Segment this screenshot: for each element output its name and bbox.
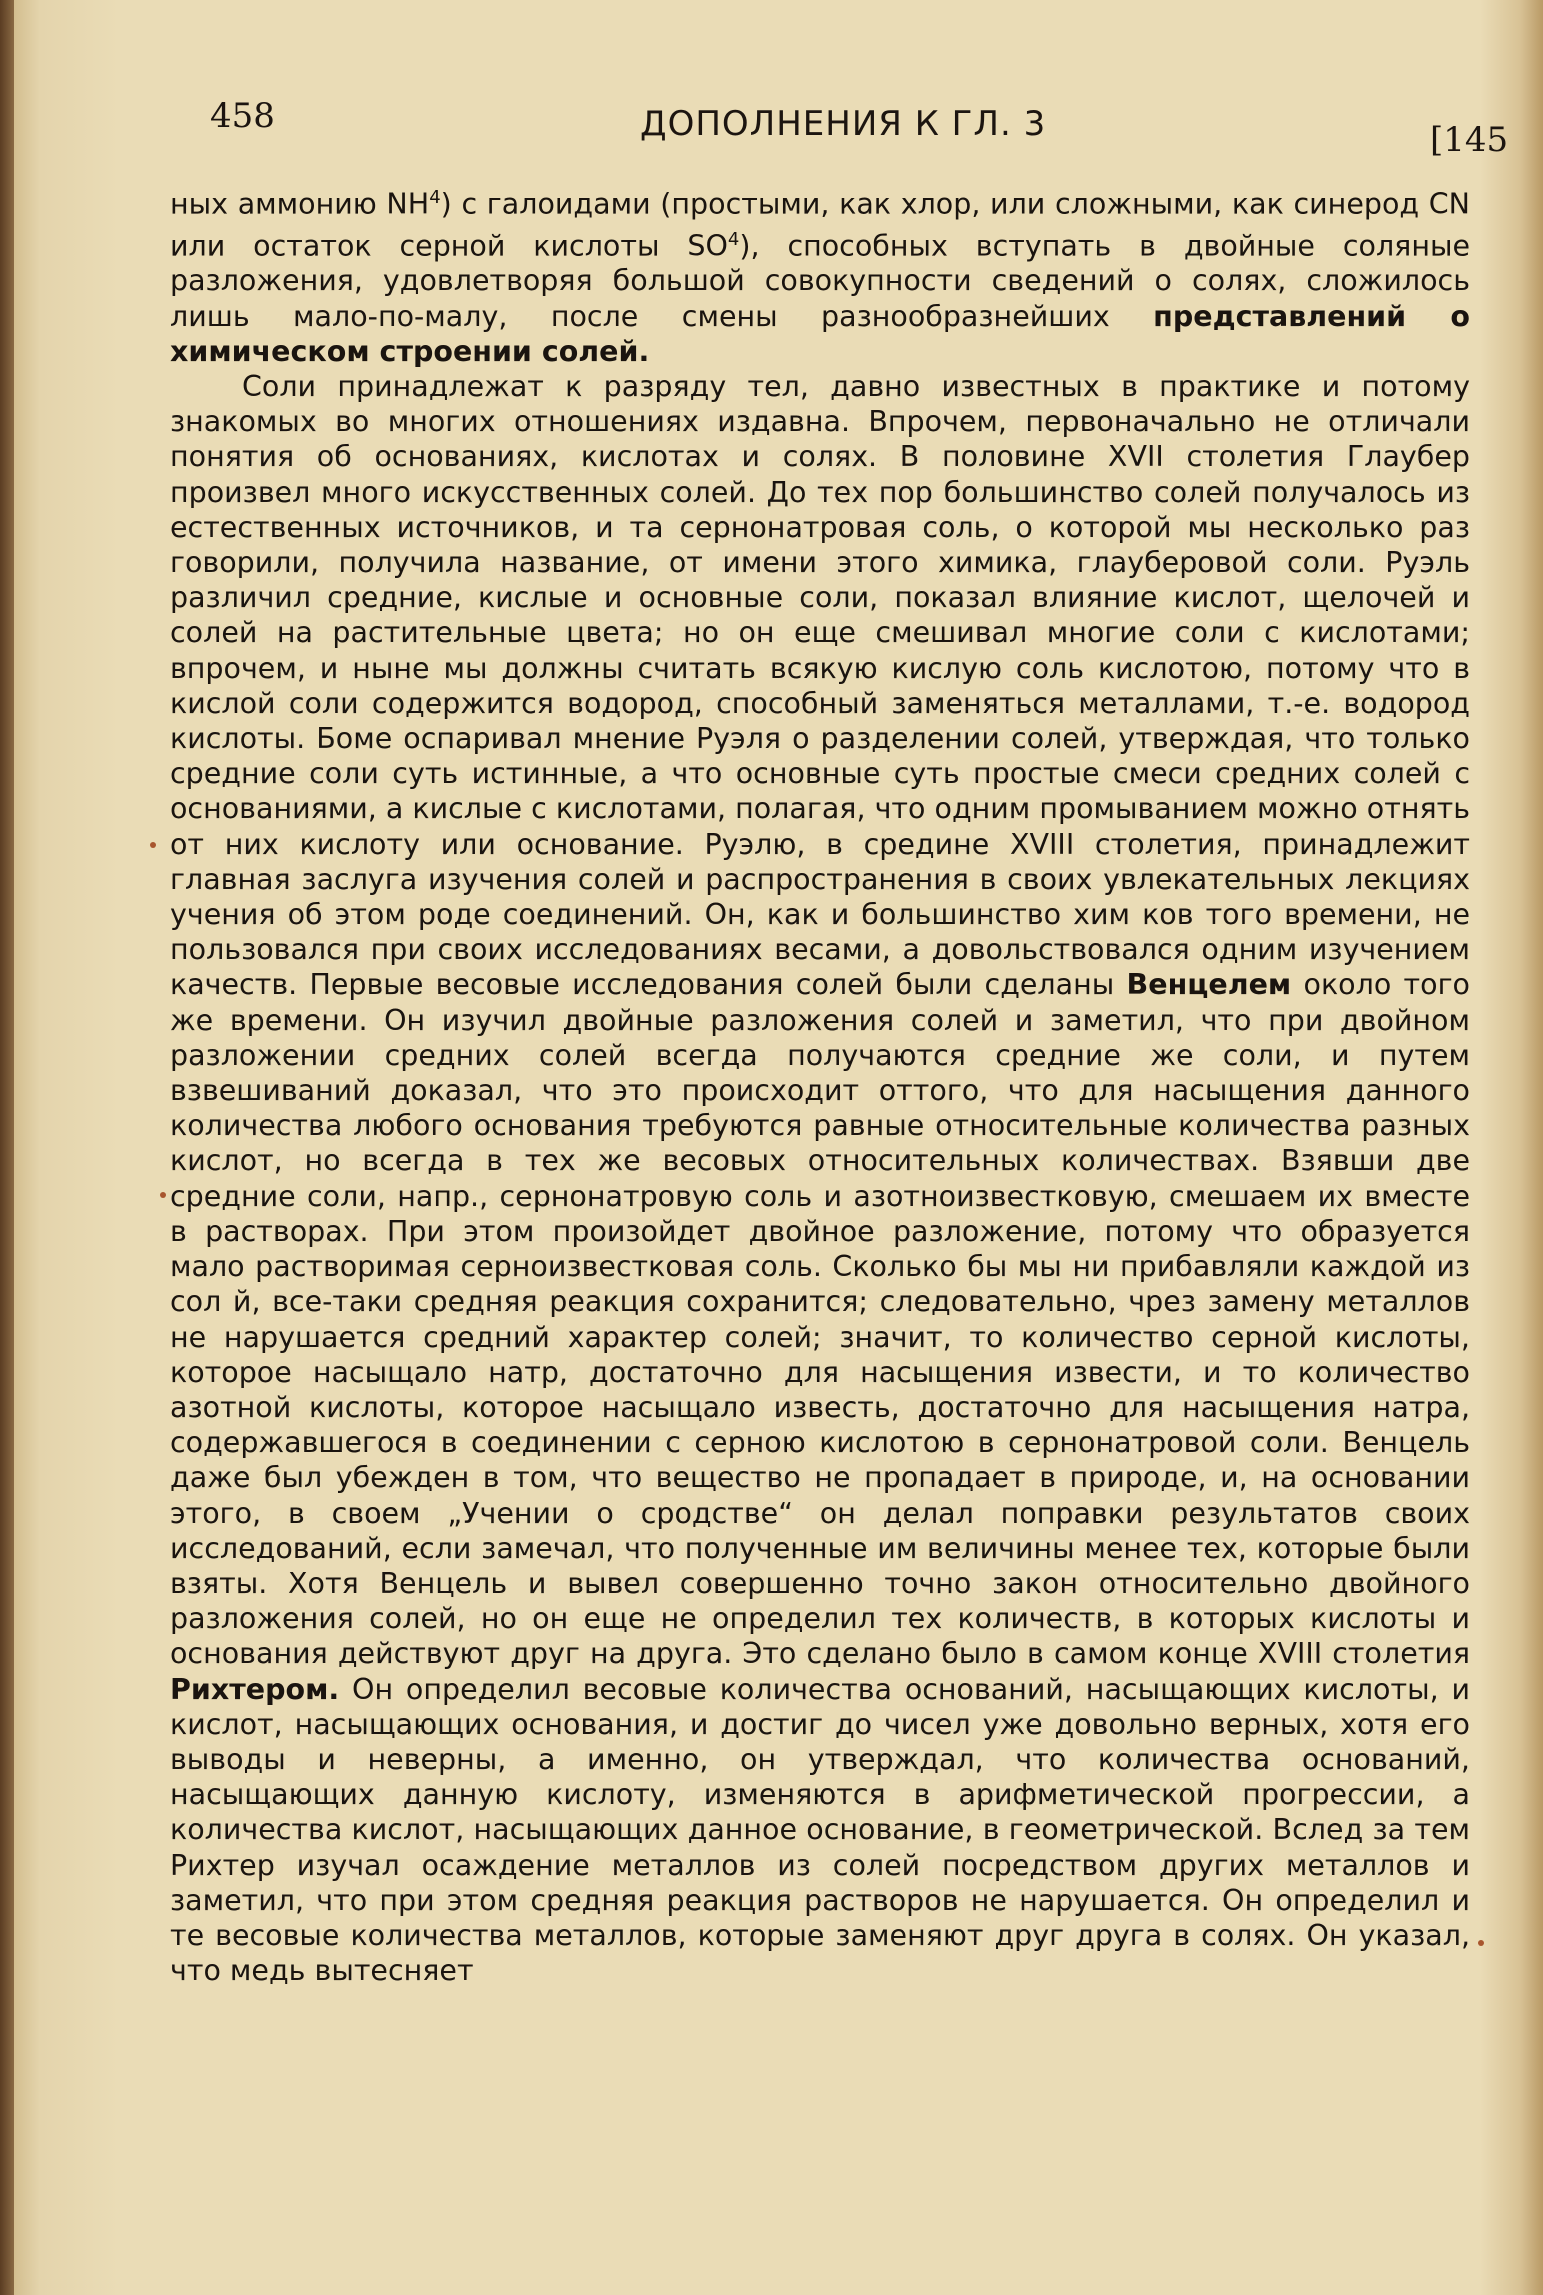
text-run: ), способных вступать в двойные соляные разложения, удовлетворяя большой совокупности сведений о солях, сложилось лишь мало-по-малу, после смены разнообразнейших [170,229,1470,333]
superscript: 4 [429,187,441,208]
paragraph [170,180,1470,369]
text-run: Он определил весовые количества оснований, насыщающих кислоты, и кислот, насыщающих основания, и достиг до чисел уже довольно верных, хотя его выводы и неверны, а именно, он утверждал, что количества оснований, насыщающих данную кислоту, изменяются в арифметической прогрессии, а количества кислот, насыщающих данное основание, в геометрической. Вслед за тем Рихтер изучал осаждение металлов из солей посредством других металлов и заметил, что при этом средняя реакция растворов не нарушается. Он определил и те весовые количества металлов, которые заменяют друг друга в солях. Он указал, что медь вытесняет [170,1672,1470,1988]
body-text [170,180,1470,1988]
text-run: ) с галоидами (простыми, как хлор, или сложными, как синерод CN или остаток серной кислоты SO [170,187,1470,263]
text-run: Соли принадлежат к разряду тел, давно известных в практике и потому знакомых во многих отношениях издавна. Впрочем, первоначально не отличали понятия об основаниях, кислотах и солях. В половине XVII столетия Глаубер произвел много искусственных солей. До тех пор большинство солей получалось из естественных источников, и та сернонатровая соль, о которой мы несколько раз говорили, получила название, от имени этого химика, глауберовой соли. Руэль различил средние, кислые и основные соли, показал влияние кислот, щелочей и солей на растительные цвета; но он еще смешивал многие соли с кислотами; впрочем, и ныне мы должны считать всякую кислую соль кислотою, потому что в кислой соли содержится водород, способный заменяться металлами, т.-е. водород кислоты. Боме оспаривал мнение Руэля о разделении солей, утверждая, что только средние соли суть истинные, а что основные суть простые смеси средних солей с основаниями, а кислые с кислотами, полагая, что одним промыванием можно отнять от них кислоту или основание. Руэлю, в средине XVIII столетия, принадлежит главная заслуга изучения солей и распространения в своих увлекательных лекциях учения об этом роде соединений. Он, как и большинство хим ков того времени, не пользовался при своих исследованиях весами, а довольствовался одним изучением качеств. Первые весовые исследования солей были сделаны [170,370,1470,1002]
emphasized-text: представлений о химическом строении солей. [170,299,1470,368]
emphasized-text: Рихтером. [170,1672,340,1706]
running-title: ДОПОЛНЕНИЯ К ГЛ. 3 [640,104,1047,144]
superscript: 4 [727,228,740,250]
emphasized-text: Венцелем [1126,968,1292,1002]
paragraph [170,369,1470,1988]
page-number: 458 [210,96,275,136]
text-run: около того же времени. Он изучил двойные разложения солей и заметил, что при двойном разложении средних солей всегда получаются средние же соли, и путем взвешиваний доказал, что это происходит оттого, что для насыщения данного количества любого основания требуются равные относительные количества разных кислот, но всегда в тех же весовых относительных количествах. Взявши две средние соли, напр., сернонатровую соль и азотноизвестковую, смешаем их вместе в растворах. При этом произойдет двойное разложение, потому что образуется мало растворимая серноизвестковая соль. Сколько бы мы ни прибавляли каждой из сол й, все-таки средняя реакция сохранится; следовательно, чрез замену металлов не нарушается средний характер солей; значит, то количество серной кислоты, которое насыщало натр, достаточно для насыщения извести, и то количество азотной кислоты, которое насыщало известь, достаточно для насыщения натра, содержавшегося в соединении с серною кислотою в сернонатровой соли. Венцель даже был убежден в том, что вещество не пропадает в природе, и, на основании этого, в своем „Учении о сродстве“ он делал поправки результатов своих исследований, если замечал, что полученные им величины менее тех, которые были взяты. Хотя Венцель и вывел совершенно точно закон относительно двойного разложения солей, но он еще не определил тех количеств, в которых кислоты и основания действуют друг на друга. Это сделано было в самом конце XVIII столетия [170,968,1470,1671]
page-header [210,96,1510,160]
section-reference: [145 [1430,120,1509,160]
paper-spot [150,842,156,848]
paper-spot [160,1192,166,1198]
binding-edge [0,0,14,2295]
paper-spot [1478,1940,1484,1946]
text-run: ных аммонию NH [170,187,430,221]
